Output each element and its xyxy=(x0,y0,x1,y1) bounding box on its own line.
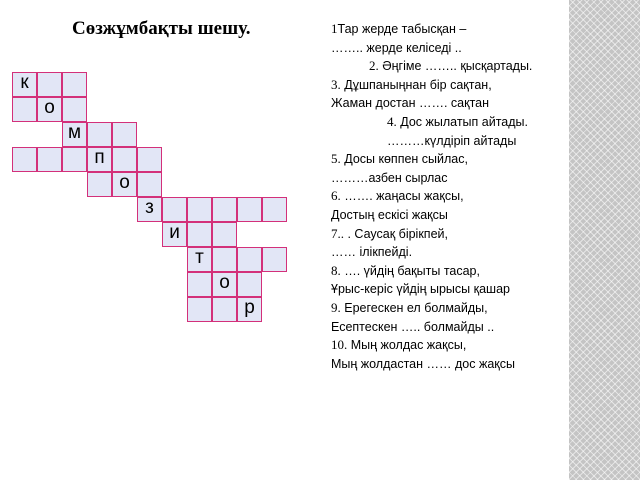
crossword-cell xyxy=(187,272,212,297)
clue-line: …….. жерде келіседі .. xyxy=(331,40,462,55)
crossword-letter: м xyxy=(67,122,82,143)
crossword-cell xyxy=(237,197,262,222)
clue-line: Мың жолдастан …… дос жақсы xyxy=(331,356,515,371)
clue-line: ………азбен сырлас xyxy=(331,170,448,185)
crossword-cell xyxy=(187,297,212,322)
crossword-cell xyxy=(212,197,237,222)
crossword-letter: о xyxy=(44,97,55,118)
clue-line: Жаман достан ……. сақтан xyxy=(331,96,490,111)
decorative-side-stripe xyxy=(569,0,640,480)
slide-title: Сөзжұмбақты шешу. xyxy=(72,18,251,39)
crossword-letter: о xyxy=(119,172,130,193)
clue-line: …… ілікпейді. xyxy=(331,245,413,260)
crossword-cell xyxy=(262,247,287,272)
clue-line: 9. Ерегескен ел болмайды, xyxy=(331,299,488,315)
crossword-letter: о xyxy=(219,272,230,293)
crossword-letter: п xyxy=(94,147,105,168)
clue-line: Ұрыс-керіс үйдің ырысы қашар xyxy=(331,282,510,297)
clue-line: 8. …. үйдің бақыты тасар, xyxy=(331,262,480,278)
clue-line: 10. Мың жолдас жақсы, xyxy=(331,337,467,353)
crossword-letter: т xyxy=(195,247,204,268)
crossword-letter: з xyxy=(145,197,154,218)
clue-line: ………күлдіріп айтады xyxy=(387,133,517,148)
crossword-cell xyxy=(212,222,237,247)
crossword-cell xyxy=(187,197,212,222)
clue-line: 2. Әңгіме …….. қысқартады. xyxy=(369,58,533,74)
crossword-cell xyxy=(137,147,162,172)
crossword-cell xyxy=(112,122,137,147)
crossword-cell xyxy=(12,97,37,122)
crossword-cell xyxy=(37,147,62,172)
crossword-cell xyxy=(262,197,287,222)
crossword-letter: р xyxy=(244,297,255,318)
clue-line: 4. Дос жылатып айтады. xyxy=(387,113,529,129)
crossword-cell xyxy=(237,272,262,297)
crossword-cell xyxy=(237,247,262,272)
crossword-cell xyxy=(212,247,237,272)
crossword-cell xyxy=(87,122,112,147)
crossword-cell xyxy=(212,297,237,322)
clue-line: Достың ескісі жақсы xyxy=(331,207,448,222)
clue-line: Есептескен ….. болмайды .. xyxy=(331,319,495,334)
crossword-cell xyxy=(62,72,87,97)
clue-line: 5. Досы көппен сыйлас, xyxy=(331,151,468,167)
crossword-cell xyxy=(62,147,87,172)
crossword-letter: и xyxy=(169,222,180,243)
crossword-letter: к xyxy=(20,72,29,93)
crossword-cell xyxy=(62,97,87,122)
clue-line: 3. Дұшпаныңнан бір сақтан, xyxy=(331,76,492,92)
crossword-grid xyxy=(0,0,330,400)
crossword-cell xyxy=(87,172,112,197)
clue-list xyxy=(331,20,567,373)
crossword-cell xyxy=(112,147,137,172)
clue-line: 1Тар жерде табысқан – xyxy=(331,21,467,36)
crossword-cell xyxy=(187,222,212,247)
crossword-cell xyxy=(12,147,37,172)
clue-line: 6. ……. жаңасы жақсы, xyxy=(331,188,464,204)
clue-line: 7.. . Саусақ бірікпей, xyxy=(331,225,448,241)
crossword-cell xyxy=(162,197,187,222)
crossword-cell xyxy=(137,172,162,197)
crossword-cell xyxy=(37,72,62,97)
